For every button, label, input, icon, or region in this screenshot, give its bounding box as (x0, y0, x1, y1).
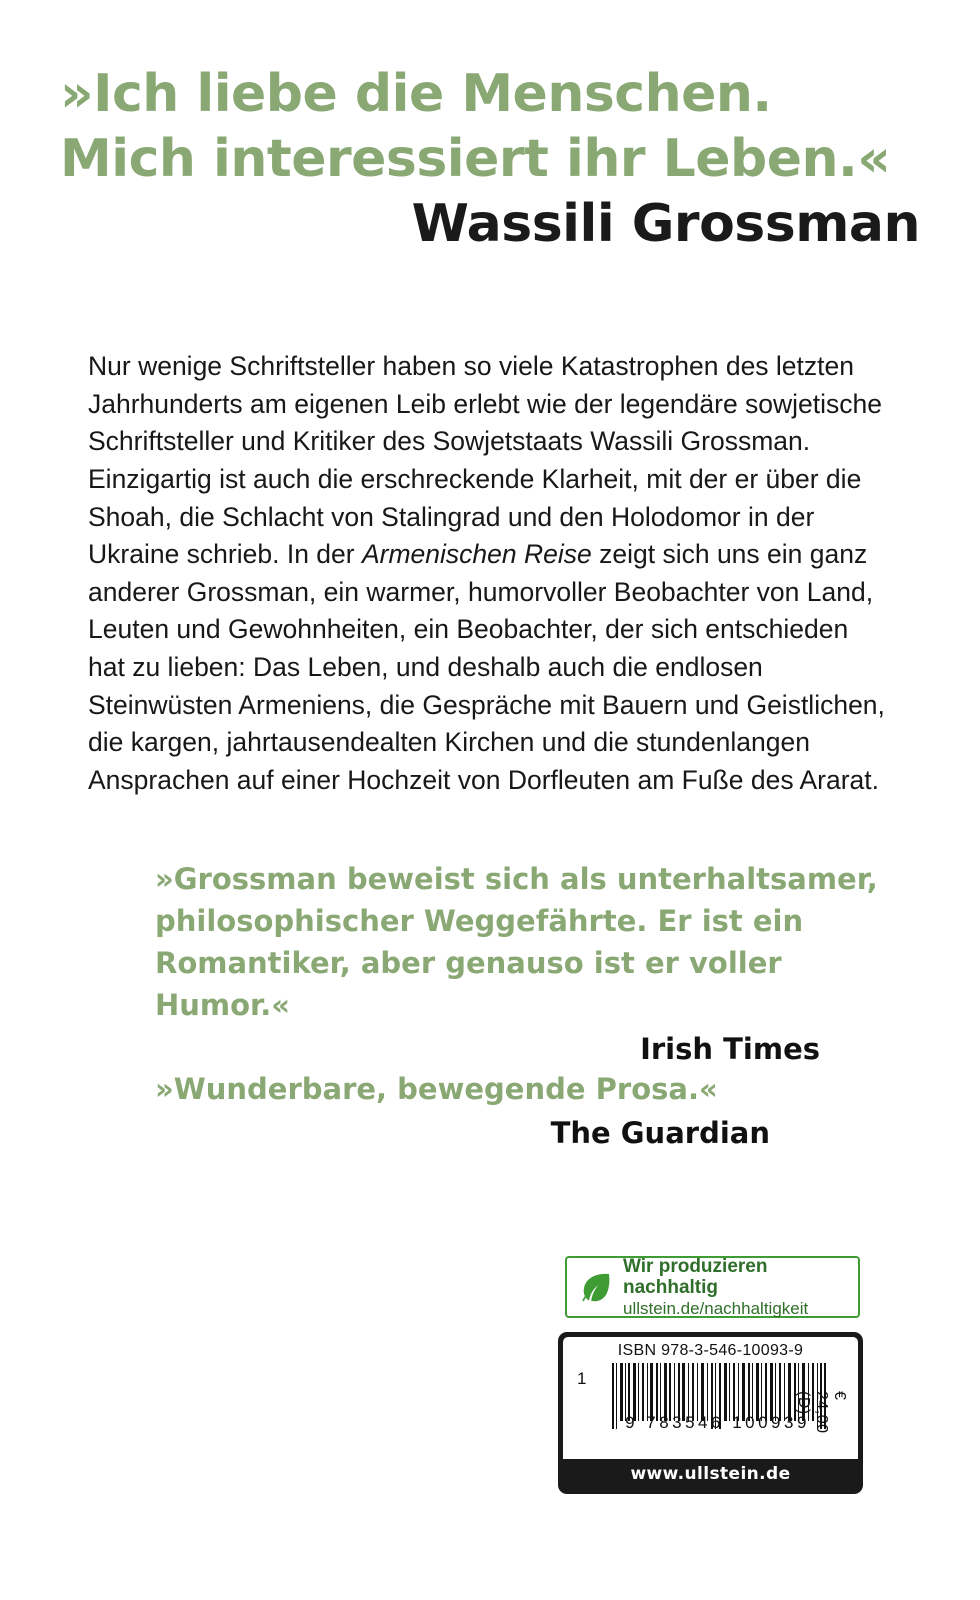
isbn-text: ISBN 978-3-546-10093-9 (617, 1342, 804, 1359)
publisher-url: www.ullstein.de (630, 1464, 791, 1484)
blurb-text (88, 348, 888, 800)
press-quote-text: »Grossman beweist sich als unterhaltsamer, philosophischer Weggefährte. Er ist ein Romantiker, aber genauso ist er voller Humor.« (155, 862, 878, 1023)
blurb-part-1: Nur wenige Schriftsteller haben so viele Katastrophen des letzten Jahrhunderts am eigenen Leib erlebt wie der legendäre sowjetische Schriftsteller und Kritiker des Sowjetstaats Wassili Grossman. Einzigartig ist auch die erschreckende Klarheit, mit der er über die Shoah, die Schlacht von Stalingrad und den Holodomor in der Ukraine schrieb. In der (88, 351, 883, 570)
press-quote-text: »Wunderbare, bewegende Prosa.« (155, 1072, 718, 1106)
sustainability-text (623, 1256, 850, 1318)
blurb-part-2: zeigt sich uns ein ganz anderer Grossman, ein warmer, humorvoller Beobachter von Land, Leuten und Gewohnheiten, ein Beobachter, der sich entschieden hat zu lieben: Das Leben, und deshalb auch die endlosen Steinwüsten Armeniens, die Gespräche mit Bauern und Geistlichen, die kargen, jahrtausendealten Kirchen und die stundenlangen Ansprachen auf einer Hochzeit von Dorfleuten am Fuße des Ararat. (88, 539, 885, 795)
leaf-icon (575, 1266, 617, 1308)
blurb-italic-title: Armenischen Reise (361, 539, 592, 570)
sustainability-line-1: Wir produzieren nachhaltig (623, 1256, 768, 1299)
press-quote-block-2 (155, 1068, 915, 1150)
barcode-digits: 9 783546 100939 (625, 1413, 810, 1432)
page-title (60, 62, 920, 192)
headline-line-2: Mich interessiert ihr Leben.« (60, 129, 891, 189)
sustainability-line-2: ullstein.de/nachhaltigkeit (623, 1298, 809, 1318)
price-text: € 24,00 (D) (795, 1391, 848, 1434)
headline-line-1: »Ich liebe die Menschen. (60, 64, 772, 124)
barcode-inner (563, 1337, 858, 1459)
sustainability-badge (565, 1256, 860, 1318)
barcode-lead-digit: 1 (577, 1369, 587, 1388)
barcode-bars-row (569, 1363, 852, 1435)
barcode-block (558, 1332, 863, 1494)
press-quote-source: The Guardian (550, 1116, 770, 1151)
press-quote-source: Irish Times (640, 1032, 820, 1067)
author-name: Wassili Grossman (411, 194, 920, 254)
headline-block (60, 62, 920, 257)
press-quote-block-1 (155, 858, 915, 1066)
